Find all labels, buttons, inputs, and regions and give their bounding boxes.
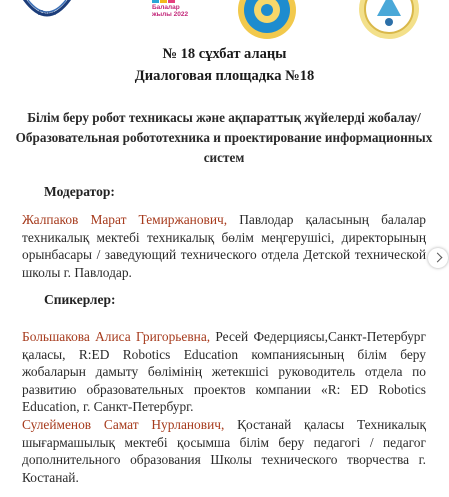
moderator-block bbox=[22, 211, 426, 281]
speaker-block bbox=[22, 416, 426, 486]
speaker-desc: Ресей Федерциясы,Санкт-Петербург қаласы, R:ED Robotics Education компаниясының білім беру жобаларын дамыту бөлімінің жетекшісі руководитель отдела по развитию образовательных проектов компании «R: ED Robotics Education, г. Санкт-Петербург. bbox=[22, 329, 426, 415]
svg-text:Кванн: Кванн bbox=[38, 9, 57, 17]
chevron-right-icon bbox=[433, 253, 443, 263]
speakers-heading: Спикерлер: bbox=[44, 292, 116, 307]
balalar-logo bbox=[138, 0, 198, 34]
logo-strip bbox=[0, 0, 449, 40]
moderator-heading: Модератор: bbox=[44, 184, 115, 199]
school-emblem-logo bbox=[357, 0, 421, 40]
next-slide-button[interactable] bbox=[428, 248, 448, 268]
speaker-block bbox=[22, 328, 426, 416]
page-title-kz: № 18 сұхбат алаңы bbox=[162, 46, 287, 62]
kazakhstan-emblem-logo bbox=[235, 0, 299, 40]
moderator-desc: Павлодар қаласының балалар техникалық мектебі техникалық бөлім меңгерушісі, директорының орынбасары / заведующий технического отдела Детской технической школы г. Павлодар. bbox=[22, 212, 427, 280]
speaker-name: Большакова Алиса Григорьевна, bbox=[22, 329, 211, 344]
robotics-logo bbox=[18, 0, 76, 28]
speaker-desc: Қостанай қаласы Техникалық шығармашылық мектебі қосымша білім беру педагогі / педагог дополнительного образования Школы технического творчества г. Костанай. bbox=[22, 417, 426, 485]
moderator-name: Жалпаков Марат Темиржанович, bbox=[22, 212, 228, 227]
speaker-name: Сулейменов Самат Нурланович, bbox=[22, 417, 225, 432]
topic-heading: Білім беру робот техникасы және ақпараттық жүйелерді жобалау/Образовательная робототехника и проектирование информационных систем bbox=[15, 110, 433, 165]
balalar-logo-text: Балалар жылы 2022 bbox=[152, 4, 189, 18]
page-title-ru: Диалоговая площадка №18 bbox=[134, 68, 315, 84]
